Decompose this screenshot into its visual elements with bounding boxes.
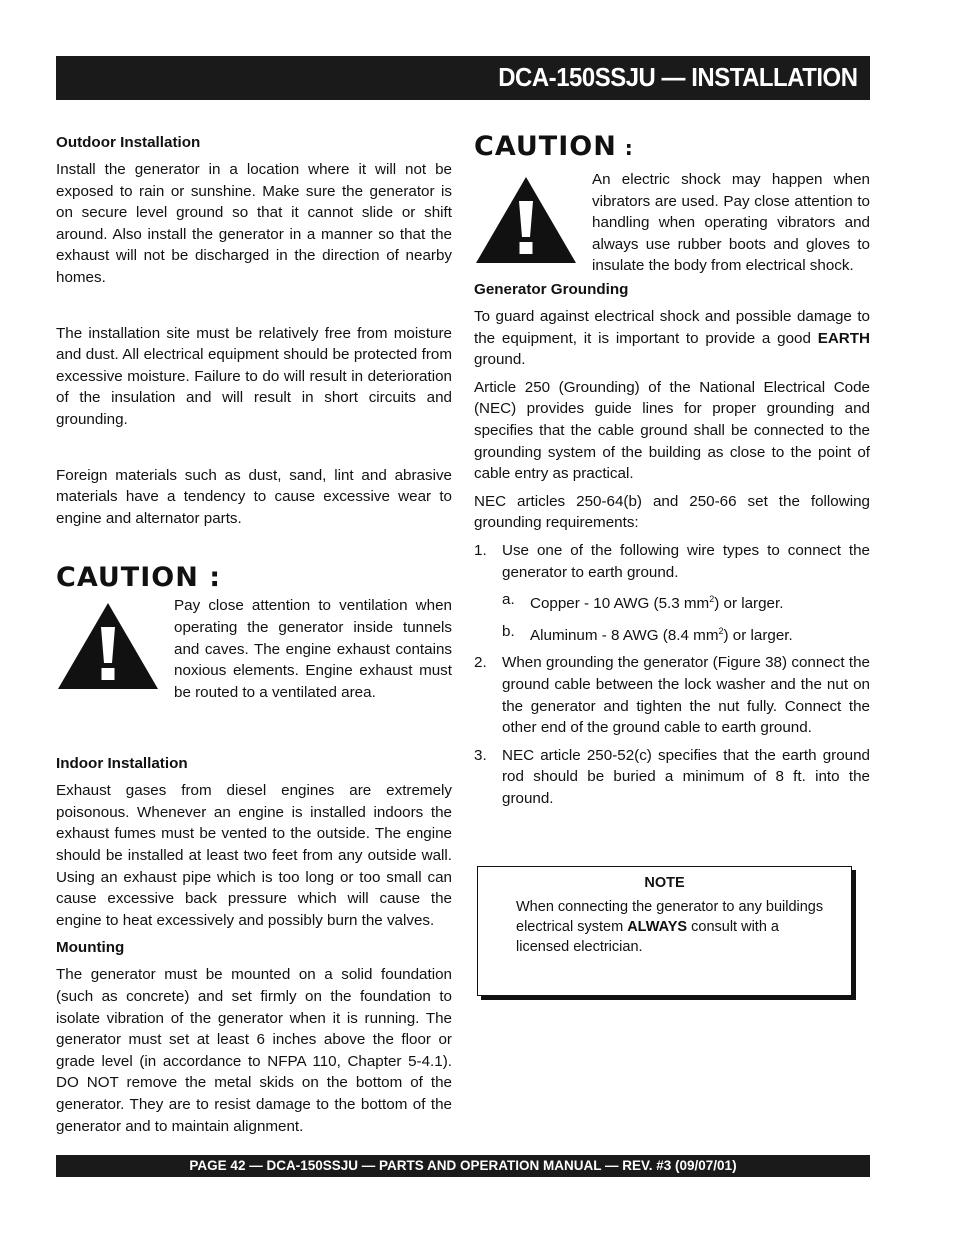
note-title: NOTE	[644, 875, 685, 891]
caution-colon-right: :	[616, 136, 634, 160]
mounting-paragraph: The generator must be mounted on a solid foundation (such as concrete) and set firmly on the foundation to isolate vibration of the generator when it is running. The generator must set at least 6 inches above the floor or grade level (in accordance to NFPA 110, Chapter 5-4.1). DO NOT remove the metal skids on the bottom of the generator. They are to resist damage to the bottom of the generator and to maintain alignment.	[56, 966, 452, 1135]
outdoor-paragraph-2: The installation site must be relatively free from moisture and dust. All electrical equipment should be protected from excessive moisture. Failure to do will result in deterioration of the insulation and will result in short circuits and grounding.	[56, 324, 452, 428]
indoor-paragraph: Exhaust gases from diesel engines are extremely poisonous. Whenever an engine is installed indoors the exhaust fumes must be vented to the outside. The engine should be installed at least two feet from any outside wall. Using an exhaust pipe which is too long or too small can cause excessive back pressure which will cause the engine to heat excessively and possibly burn the valves.	[56, 782, 452, 929]
outdoor-paragraph-3: Foreign materials such as dust, sand, lint and abrasive materials have a tendency to cause excessive wear to engine and alternator parts.	[56, 466, 452, 527]
caution-block-left	[56, 595, 452, 703]
grounding-p1-text-b: ground.	[474, 351, 526, 369]
copper-text-end: ) or larger.	[714, 595, 784, 613]
note-text	[516, 897, 827, 957]
warning-triangle-icon	[474, 175, 578, 265]
copper-text: Copper - 10 AWG (5.3 mm	[530, 595, 710, 613]
header-bar	[56, 56, 870, 100]
outdoor-installation-heading: Outdoor Installation	[56, 134, 201, 151]
list-number: b.	[502, 622, 515, 640]
right-column	[474, 132, 870, 810]
note-text-a: When connecting the generator to any buildings electrical system	[516, 899, 824, 935]
grounding-paragraph-1	[474, 306, 870, 371]
indoor-installation-heading: Indoor Installation	[56, 755, 188, 773]
list-item	[474, 745, 870, 810]
aluminum-text: Aluminum - 8 AWG (8.4 mm	[530, 626, 719, 644]
list-number: 3.	[474, 746, 487, 764]
grounding-p1-text-a: To guard against electrical shock and possible damage to the equipment, it is important to provide a good	[474, 307, 870, 347]
list-number: 1.	[474, 541, 487, 559]
footer-bar	[56, 1155, 870, 1177]
generator-grounding-heading: Generator Grounding	[474, 280, 629, 298]
caution-label-right: CAUTION	[474, 131, 617, 162]
grounding-p1-earth: EARTH	[817, 329, 870, 347]
wire-types-sublist	[502, 589, 870, 646]
footer-text: PAGE 42 — DCA-150SSJU — PARTS AND OPERATION MANUAL — REV. #3 (09/07/01)	[189, 1158, 737, 1173]
note-always: ALWAYS	[627, 919, 688, 935]
list-item	[474, 652, 870, 738]
superscript: 2	[718, 625, 724, 636]
grounding-paragraph-2: Article 250 (Grounding) of the National Electrical Code (NEC) provides guide lines for proper grounding and specifies that the cable ground shall be connected to the grounding system of the building as close to the point of cable entry as practical.	[474, 378, 870, 483]
caution-block-right	[474, 169, 870, 277]
list-item-text: When grounding the generator (Figure 38) connect the ground cable between the lock washer and the nut on the generator and tighten the nut fully. Connect the other end of the ground cable to earth ground.	[502, 654, 870, 737]
caution-heading-left: CAUTION :	[56, 562, 222, 594]
superscript: 2	[709, 594, 715, 605]
list-item	[502, 621, 870, 647]
mounting-heading: Mounting	[56, 939, 125, 957]
list-item	[502, 589, 870, 615]
caution-heading-right	[474, 132, 870, 163]
grounding-paragraph-3: NEC articles 250-64(b) and 250-66 set the following grounding requirements:	[474, 492, 870, 532]
note-text-b: consult with a licensed electrician.	[516, 919, 779, 955]
left-column	[56, 132, 452, 1137]
caution-text-left: Pay close attention to ventilation when operating the generator inside tunnels and caves. The engine exhaust contains noxious elements. Engine exhaust must be routed to a ventilated area.	[174, 597, 452, 701]
outdoor-paragraph-1: Install the generator in a location where it will not be exposed to rain or sunshine. Make sure the generator is on secure level ground so that it cannot slide or shift around. Also install the generator in a manner so that the exhaust will not be discharged in the direction of nearby homes.	[56, 161, 452, 286]
warning-triangle-icon	[56, 601, 160, 691]
grounding-requirements-list	[474, 540, 870, 810]
list-number: a.	[502, 591, 515, 609]
list-item-text: Use one of the following wire types to connect the generator to earth ground.	[502, 541, 870, 581]
list-number: 2.	[474, 654, 487, 672]
note-box	[477, 866, 852, 996]
list-item	[474, 540, 870, 647]
page-title: DCA-150SSJU — INSTALLATION	[498, 62, 858, 92]
list-item-text: NEC article 250-52(c) specifies that the earth ground rod should be buried a minimum of 8 ft. into the ground.	[502, 746, 870, 807]
caution-text-right: An electric shock may happen when vibrators are used. Pay close attention to handling when operating vibrators and always use rubber boots and gloves to insulate the body from electrical shock.	[592, 171, 870, 275]
aluminum-text-end: ) or larger.	[723, 626, 793, 644]
